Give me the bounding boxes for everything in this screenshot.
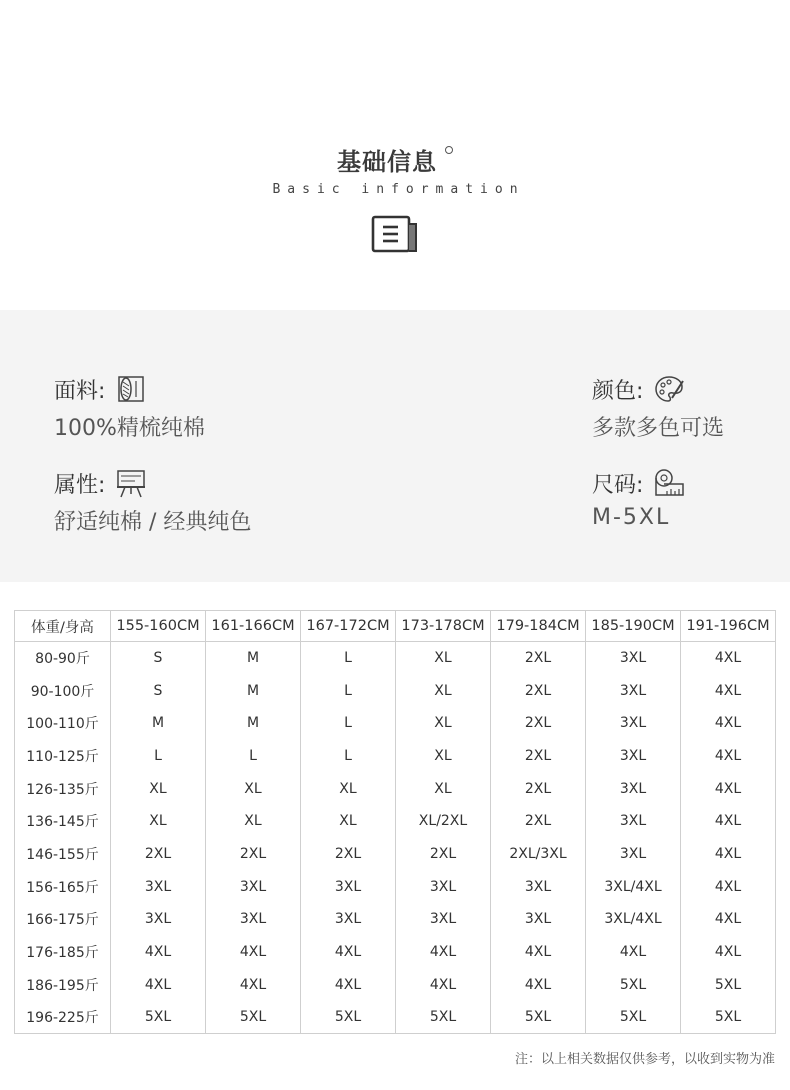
weight-cell: 110-125斤 bbox=[15, 740, 111, 773]
book-icon bbox=[371, 214, 419, 254]
weight-cell: 176-185斤 bbox=[15, 936, 111, 969]
size-cell: 2XL bbox=[301, 838, 396, 871]
size-cell: 4XL bbox=[206, 968, 301, 1001]
size-cell: 2XL bbox=[206, 838, 301, 871]
size-cell: 4XL bbox=[681, 838, 776, 871]
size-cell: 4XL bbox=[586, 936, 681, 969]
property-label: 属性: bbox=[54, 472, 106, 498]
fabric-label: 面料: bbox=[54, 378, 106, 404]
size-cell: 4XL bbox=[681, 642, 776, 675]
weight-cell: 196-225斤 bbox=[15, 1001, 111, 1034]
weight-cell: 136-145斤 bbox=[15, 805, 111, 838]
size-cell: 3XL bbox=[586, 740, 681, 773]
size-cell: 3XL bbox=[301, 870, 396, 903]
attributes-panel bbox=[0, 310, 790, 582]
size-cell: S bbox=[111, 674, 206, 707]
size-cell: 4XL bbox=[681, 870, 776, 903]
size-cell: XL bbox=[206, 772, 301, 805]
table-row bbox=[15, 805, 776, 838]
size-cell: L bbox=[206, 740, 301, 773]
size-cell: XL bbox=[396, 707, 491, 740]
size-cell: 3XL bbox=[301, 903, 396, 936]
size-cell: 4XL bbox=[491, 968, 586, 1001]
size-cell: S bbox=[111, 642, 206, 675]
size-cell: XL bbox=[396, 772, 491, 805]
fabric-roll-icon bbox=[115, 373, 147, 405]
size-cell: 3XL bbox=[111, 903, 206, 936]
section-title bbox=[0, 142, 790, 177]
table-row bbox=[15, 936, 776, 969]
table-row bbox=[15, 870, 776, 903]
header-cell: 167-172CM bbox=[301, 611, 396, 642]
size-cell: 3XL bbox=[111, 870, 206, 903]
size-cell: 4XL bbox=[301, 968, 396, 1001]
size-cell: 2XL bbox=[396, 838, 491, 871]
weight-cell: 100-110斤 bbox=[15, 707, 111, 740]
property-value: 舒适纯棉 / 经典纯色 bbox=[54, 510, 252, 535]
size-cell: M bbox=[206, 642, 301, 675]
weight-cell: 80-90斤 bbox=[15, 642, 111, 675]
size-cell: XL bbox=[396, 740, 491, 773]
size-cell: 2XL bbox=[111, 838, 206, 871]
size-cell: XL bbox=[206, 805, 301, 838]
size-cell: 4XL bbox=[301, 936, 396, 969]
size-cell: XL bbox=[396, 642, 491, 675]
size-cell: 3XL/4XL bbox=[586, 903, 681, 936]
header-cell: 155-160CM bbox=[111, 611, 206, 642]
size-cell: 3XL bbox=[586, 805, 681, 838]
size-cell: XL bbox=[111, 805, 206, 838]
section-subtitle: Basic information bbox=[272, 182, 525, 197]
weight-cell: 126-135斤 bbox=[15, 772, 111, 805]
size-cell: 3XL bbox=[206, 870, 301, 903]
size-cell: 4XL bbox=[396, 936, 491, 969]
header-cell: 体重/身高 bbox=[15, 611, 111, 642]
header-cell: 161-166CM bbox=[206, 611, 301, 642]
size-cell: 2XL bbox=[491, 805, 586, 838]
size-cell: 2XL bbox=[491, 772, 586, 805]
size-cell: 2XL bbox=[491, 642, 586, 675]
table-body bbox=[15, 642, 776, 1034]
size-cell: XL bbox=[111, 772, 206, 805]
size-cell: XL bbox=[396, 674, 491, 707]
size-cell: 4XL bbox=[681, 772, 776, 805]
size-value: M-5XL bbox=[592, 505, 671, 530]
size-cell: 3XL bbox=[586, 707, 681, 740]
table-row bbox=[15, 707, 776, 740]
size-cell: L bbox=[301, 740, 396, 773]
size-cell: XL bbox=[301, 772, 396, 805]
table-row bbox=[15, 772, 776, 805]
size-attribute bbox=[592, 467, 685, 530]
section-title-text: 基础信息 bbox=[337, 148, 437, 176]
size-cell: 5XL bbox=[586, 1001, 681, 1034]
header-cell: 191-196CM bbox=[681, 611, 776, 642]
header-cell: 179-184CM bbox=[491, 611, 586, 642]
palette-icon bbox=[653, 373, 685, 405]
size-cell: 3XL bbox=[586, 772, 681, 805]
size-cell: 5XL bbox=[111, 1001, 206, 1034]
fabric-attribute bbox=[54, 373, 205, 442]
header-cell: 173-178CM bbox=[396, 611, 491, 642]
weight-cell: 146-155斤 bbox=[15, 838, 111, 871]
size-cell: 2XL bbox=[491, 740, 586, 773]
disclaimer-note: 注：以上相关数据仅供参考，以收到实物为准 bbox=[514, 1052, 775, 1067]
size-cell: 2XL bbox=[491, 674, 586, 707]
tape-measure-icon bbox=[653, 467, 685, 499]
size-chart-table bbox=[14, 610, 776, 1034]
size-cell: M bbox=[206, 707, 301, 740]
size-cell: 4XL bbox=[681, 805, 776, 838]
size-cell: XL/2XL bbox=[396, 805, 491, 838]
size-cell: 4XL bbox=[681, 936, 776, 969]
size-cell: 5XL bbox=[206, 1001, 301, 1034]
size-cell: 4XL bbox=[681, 674, 776, 707]
size-cell: 4XL bbox=[111, 968, 206, 1001]
size-cell: 4XL bbox=[396, 968, 491, 1001]
color-attribute bbox=[592, 373, 724, 442]
table-row bbox=[15, 903, 776, 936]
fabric-value: 100%精梳纯棉 bbox=[54, 416, 205, 441]
size-cell: 5XL bbox=[301, 1001, 396, 1034]
weight-cell: 90-100斤 bbox=[15, 674, 111, 707]
size-cell: L bbox=[111, 740, 206, 773]
size-cell: 5XL bbox=[681, 968, 776, 1001]
table-row bbox=[15, 740, 776, 773]
size-cell: 3XL bbox=[206, 903, 301, 936]
size-cell: 4XL bbox=[491, 936, 586, 969]
size-cell: 5XL bbox=[396, 1001, 491, 1034]
weight-cell: 186-195斤 bbox=[15, 968, 111, 1001]
size-cell: 2XL/3XL bbox=[491, 838, 586, 871]
color-value: 多款多色可选 bbox=[592, 416, 725, 441]
circle-dot-icon bbox=[445, 146, 453, 154]
size-cell: 3XL bbox=[586, 642, 681, 675]
size-cell: 3XL bbox=[396, 903, 491, 936]
table-row bbox=[15, 968, 776, 1001]
size-cell: 3XL/4XL bbox=[586, 870, 681, 903]
color-label: 颜色: bbox=[592, 378, 644, 404]
size-cell: 5XL bbox=[491, 1001, 586, 1034]
table-row bbox=[15, 838, 776, 871]
size-cell: 3XL bbox=[491, 870, 586, 903]
size-cell: M bbox=[111, 707, 206, 740]
easel-icon bbox=[115, 467, 147, 499]
size-cell: XL bbox=[301, 805, 396, 838]
size-cell: 3XL bbox=[586, 838, 681, 871]
table-row bbox=[15, 674, 776, 707]
size-cell: L bbox=[301, 642, 396, 675]
size-cell: 4XL bbox=[681, 903, 776, 936]
weight-cell: 166-175斤 bbox=[15, 903, 111, 936]
weight-cell: 156-165斤 bbox=[15, 870, 111, 903]
size-cell: 5XL bbox=[586, 968, 681, 1001]
header-cell: 185-190CM bbox=[586, 611, 681, 642]
size-cell: 5XL bbox=[681, 1001, 776, 1034]
size-cell: 3XL bbox=[491, 903, 586, 936]
size-cell: 4XL bbox=[206, 936, 301, 969]
table-row bbox=[15, 642, 776, 675]
size-cell: 3XL bbox=[396, 870, 491, 903]
table-header-row bbox=[15, 611, 776, 642]
size-cell: 2XL bbox=[491, 707, 586, 740]
size-cell: 4XL bbox=[681, 740, 776, 773]
size-label: 尺码: bbox=[592, 472, 644, 498]
size-cell: M bbox=[206, 674, 301, 707]
size-cell: L bbox=[301, 707, 396, 740]
size-cell: 4XL bbox=[111, 936, 206, 969]
size-cell: L bbox=[301, 674, 396, 707]
size-cell: 4XL bbox=[681, 707, 776, 740]
property-attribute bbox=[54, 467, 251, 536]
size-cell: 3XL bbox=[586, 674, 681, 707]
table-row bbox=[15, 1001, 776, 1034]
header-section bbox=[0, 0, 790, 310]
